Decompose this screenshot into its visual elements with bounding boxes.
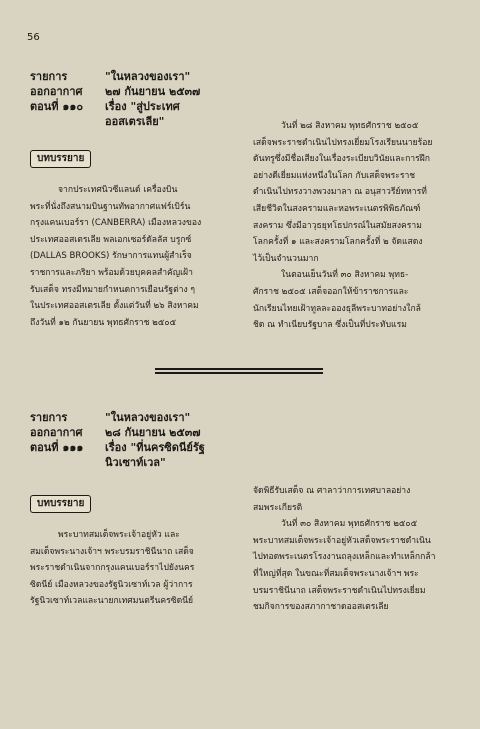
text-line: ศักราช ๒๕๐๕ เสด็จออกให้ข้าราชการและ: [253, 286, 409, 297]
header-value: "ในหลวงของเรา": [105, 70, 191, 83]
text-line: จัดพิธีรับเสด็จ ณ ศาลาว่าการเทศบาลอย่าง: [253, 486, 411, 496]
header-row: [30, 69, 200, 84]
header-key: ตอนที่ ๑๑๐: [30, 100, 84, 113]
text-line: ราชการและภริยา พร้อมด้วยบุคคลสำคัญเฝ้า: [30, 267, 193, 278]
text-line: รับเสด็จ ทรงมีหมายกำหนดการเยือนรัฐต่าง ๆ: [30, 284, 196, 295]
header-row: [30, 114, 200, 129]
header-value: ๒๘ กันยายน ๒๕๓๗: [105, 426, 201, 439]
header-row: [30, 440, 205, 455]
text-line: พระบาทสมเด็จพระเจ้าอยู่หัว และ: [58, 530, 180, 540]
header-value: ออสเตรเลีย": [105, 115, 165, 128]
header-row: [30, 99, 200, 114]
header-row: [30, 84, 200, 99]
text-line: ประเทศออสเตรเลีย พลเอกเซอร์ดัลลัส บรูกซ์: [30, 234, 192, 245]
header-value: ๒๗ กันยายน ๒๕๓๗: [105, 85, 201, 98]
header-value: เรื่อง "ที่นครซิดนีย์รัฐ: [105, 441, 205, 454]
text-line: อย่างดีเยี่ยมแห่งหนึ่งในโลก กับเสด็จพระราช: [253, 170, 416, 181]
header-key: ออกอากาศ: [30, 85, 83, 98]
header-value: เรื่อง "สู่ประเทศ: [105, 100, 180, 113]
text-line: (DALLAS BROOKS) รักษาการแทนผู้สำเร็จ: [30, 251, 192, 262]
text-line: กรุงแคนเบอร์รา (CANBERRA) เมืองหลวงของ: [30, 218, 202, 229]
header-row: [30, 425, 205, 440]
text-line: รัฐนิวเซาท์เวลและนายกเทศมนตรีนครซิดนีย์: [30, 596, 194, 607]
header-key: รายการ: [30, 70, 68, 83]
text-line: ซิดนีย์ เมืองหลวงของรัฐนิวเซาท์เวล ผู้ว่าการ: [30, 579, 193, 590]
header-key: รายการ: [30, 411, 68, 424]
header-row: [30, 455, 205, 470]
text-line: ที่ใหญ่ที่สุด ในขณะที่สมเด็จพระนางเจ้าฯ พระ: [253, 568, 419, 579]
text-line: ดำเนินไปทรงวางพวงมาลา ณ อนุสาวรีย์ทหารที่: [253, 187, 427, 198]
header-key: [30, 114, 105, 129]
header-value: นิวเซาท์เวล": [105, 456, 166, 469]
program-header-2: [30, 410, 205, 470]
text-line: วันที่ ๓๐ สิงหาคม พุทธศักราช ๒๕๐๕: [281, 519, 418, 530]
text-line: สมพระเกียรติ: [253, 502, 303, 513]
text-line: ในตอนเย็นวันที่ ๓๐ สิงหาคม พุทธ-: [281, 270, 409, 281]
header-row: [30, 410, 205, 425]
header-key: ออกอากาศ: [30, 426, 83, 439]
text-line: พระที่นั่งถึงสนามบินฐานทัพอากาศแฟร์เบิร์น: [30, 201, 191, 212]
text-line: บรมราชินีนาถ เสด็จพระราชดำเนินไปทรงเยี่ยม: [253, 585, 426, 596]
text-line: เสด็จพระราชดำเนินไปทรงเยี่ยมโรงเรียนนายร้อย: [253, 137, 433, 148]
text-line: ไปทอดพระเนตรโรงงานถลุงเหล็กและทำเหล็กกล้า: [253, 552, 436, 563]
text-line: จากประเทศนิวซีแลนด์ เครื่องบิน: [58, 185, 178, 195]
section-divider: [155, 368, 323, 376]
text-line: นักเรียนไทยเฝ้าทูลละอองธุลีพระบาทอย่างใกล้: [253, 303, 421, 314]
text-line: พระราชดำเนินจากกรุงแคนเบอร์ราไปยังนคร: [30, 563, 195, 574]
text-line: ในประเทศออสเตรเลีย ตั้งแต่วันที่ ๒๖ สิงหาคม: [30, 301, 199, 312]
text-line: สมเด็จพระนางเจ้าฯ พระบรมราชินีนาถ เสด็จ: [30, 546, 194, 557]
narration-label-2: บทบรรยาย: [30, 495, 91, 513]
section1-right-column: [253, 118, 455, 334]
text-line: โลกครั้งที่ ๑ และสงครามโลกครั้งที่ ๒ จัดแสดง: [253, 237, 423, 248]
text-line: วันที่ ๒๘ สิงหาคม พุทธศักราช ๒๕๐๕: [281, 121, 419, 131]
text-line: เสียชีวิตในสงครามและหอพระเนตรพิพิธภัณฑ์: [253, 203, 421, 214]
header-key: ตอนที่ ๑๑๑: [30, 441, 84, 454]
section1-left-column: [30, 182, 230, 331]
page-number: 56: [27, 32, 40, 43]
text-line: ชมกิจการของสภากาชาดออสเตรเลีย: [253, 602, 389, 613]
text-line: ถึงวันที่ ๑๒ กันยายน พุทธศักราช ๒๕๐๕: [30, 317, 177, 328]
text-line: ดันทรูซึ่งมีชื่อเสียงในเรื่องระเบียบวินัยและการฝึก: [253, 154, 430, 165]
section2-right-column: [253, 483, 455, 616]
narration-label-1: บทบรรยาย: [30, 150, 91, 168]
text-line: พระบาทสมเด็จพระเจ้าอยู่หัวเสด็จพระราชดำเนิน: [253, 535, 431, 546]
header-value: "ในหลวงของเรา": [105, 411, 191, 424]
text-line: สงคราม ซึ่งมีอาวุธยุทโธปกรณ์ในสมัยสงคราม: [253, 220, 422, 231]
header-key: [30, 455, 105, 470]
section2-left-column: [30, 527, 230, 610]
text-line: ไว้เป็นจำนวนมาก: [253, 253, 319, 264]
text-line: ชิด ณ ทำเนียบรัฐบาล ซึ่งเป็นที่ประทับแรม: [253, 320, 407, 331]
program-header-1: [30, 69, 200, 129]
